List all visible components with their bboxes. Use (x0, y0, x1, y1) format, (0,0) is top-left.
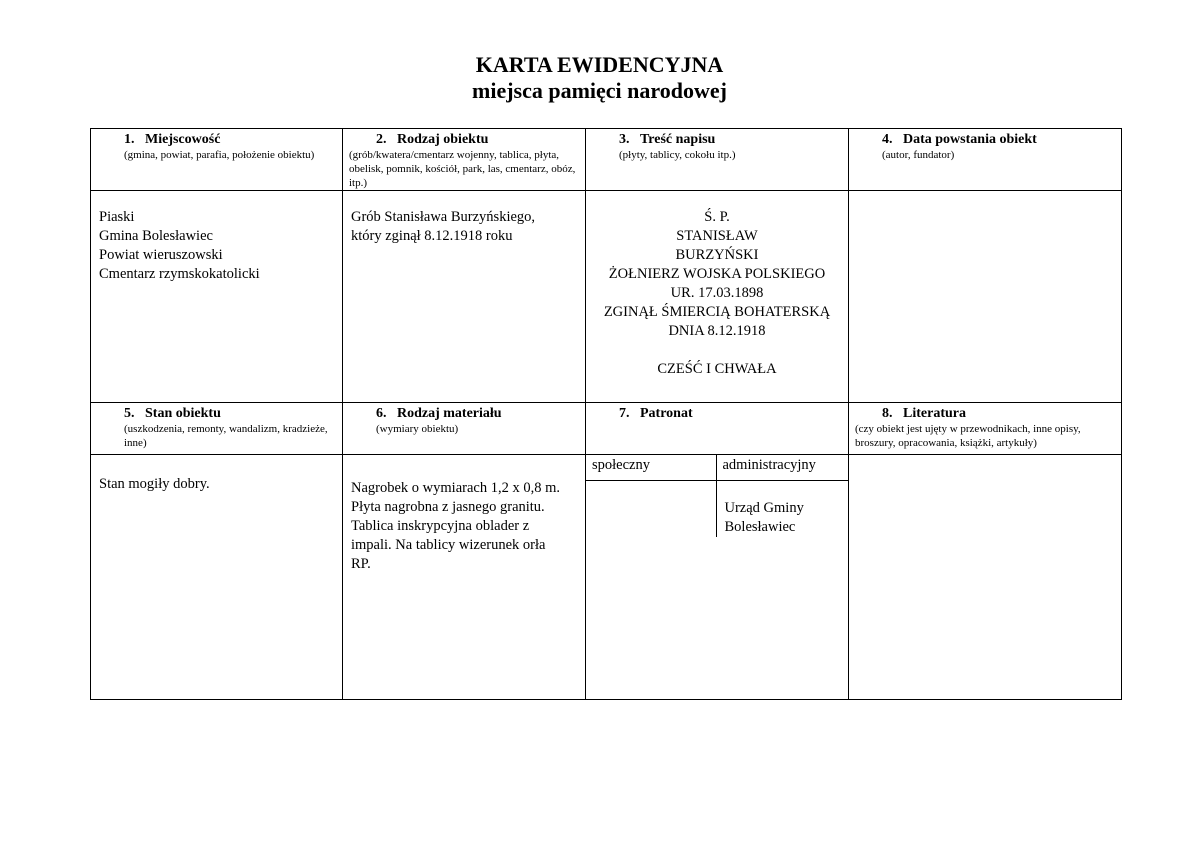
patronat-spoleczny-value (586, 481, 716, 538)
inscription-line: BURZYŃSKI (675, 247, 759, 263)
inscription-line: STANISŁAW (676, 228, 758, 244)
text-line: Cmentarz rzymskokatolicki (99, 266, 260, 282)
header-literatura: 8. Literatura (czy obiekt jest ujęty w przewodnikach, inne opisy, broszury, opracowania, książki, artykuły) (849, 403, 1122, 455)
record-card-table (90, 128, 1122, 700)
cell-patronat (586, 455, 849, 700)
content-row-2 (91, 455, 1122, 700)
inscription-line: DNIA 8.12.1918 (668, 323, 766, 339)
document-title: KARTA EWIDENCYJNA (475, 52, 724, 77)
text-line: Płyta nagrobna z jasnego granitu. (351, 499, 545, 515)
cell-data-powstania (849, 191, 1122, 403)
header-miejscowosc: 1. Miejscowość (gmina, powiat, parafia, położenie obiektu) (91, 129, 343, 191)
text-line: Piaski (99, 209, 135, 225)
header-rodzaj-materialu: 6. Rodzaj materiału (wymiary obiektu) (343, 403, 586, 455)
inscription-line: ŻOŁNIERZ WOJSKA POLSKIEGO (608, 266, 826, 282)
header-row-2 (91, 403, 1122, 455)
text-line: Gmina Bolesławiec (99, 228, 213, 244)
patronat-administracyjny-value: Urząd Gminy Bolesławiec (724, 500, 804, 535)
text-line: Grób Stanisława Burzyńskiego, (351, 209, 536, 225)
text-line: Tablica inskrypcyjna oblader z (351, 518, 530, 534)
cell-rodzaj-obiektu (343, 191, 586, 403)
patronat-subtable (586, 455, 848, 537)
text-line: RP. (351, 556, 371, 572)
title-block (0, 52, 1199, 104)
text-line: Nagrobek o wymiarach 1,2 x 0,8 m. (351, 480, 560, 496)
document-subtitle: miejsca pamięci narodowej (472, 78, 727, 103)
header-patronat: 7. Patronat (586, 403, 849, 455)
patronat-spoleczny-label: społeczny (586, 455, 716, 481)
text-line: impali. Na tablicy wizerunek orła (351, 537, 546, 553)
inscription-line: ZGINĄŁ ŚMIERCIĄ BOHATERSKĄ (603, 304, 831, 320)
patronat-administracyjny-label: administracyjny (716, 455, 848, 481)
header-tresc-napisu: 3. Treść napisu (płyty, tablicy, cokołu itp.) (586, 129, 849, 191)
cell-miejscowosc (91, 191, 343, 403)
header-stan-obiektu: 5. Stan obiektu (uszkodzenia, remonty, wandalizm, kradzieże, inne) (91, 403, 343, 455)
header-data-powstania: 4. Data powstania obiekt (autor, fundator) (849, 129, 1122, 191)
text-line: który zginął 8.12.1918 roku (351, 228, 513, 244)
content-row-1 (91, 191, 1122, 403)
inscription-line: UR. 17.03.1898 (670, 285, 764, 301)
header-rodzaj-obiektu: 2. Rodzaj obiektu (grób/kwatera/cmentarz wojenny, tablica, płyta, obelisk, pomnik, kościół, park, las, cmentarz, obóz, itp.) (343, 129, 586, 191)
header-row-1 (91, 129, 1122, 191)
text-line: Powiat wieruszowski (99, 247, 223, 263)
cell-stan-obiektu: Stan mogiły dobry. (91, 455, 343, 700)
cell-rodzaj-materialu (343, 455, 586, 700)
cell-tresc-napisu (586, 191, 849, 403)
cell-literatura (849, 455, 1122, 700)
inscription-line: Ś. P. (704, 209, 730, 225)
inscription-footer: CZEŚĆ I CHWAŁA (657, 361, 777, 377)
